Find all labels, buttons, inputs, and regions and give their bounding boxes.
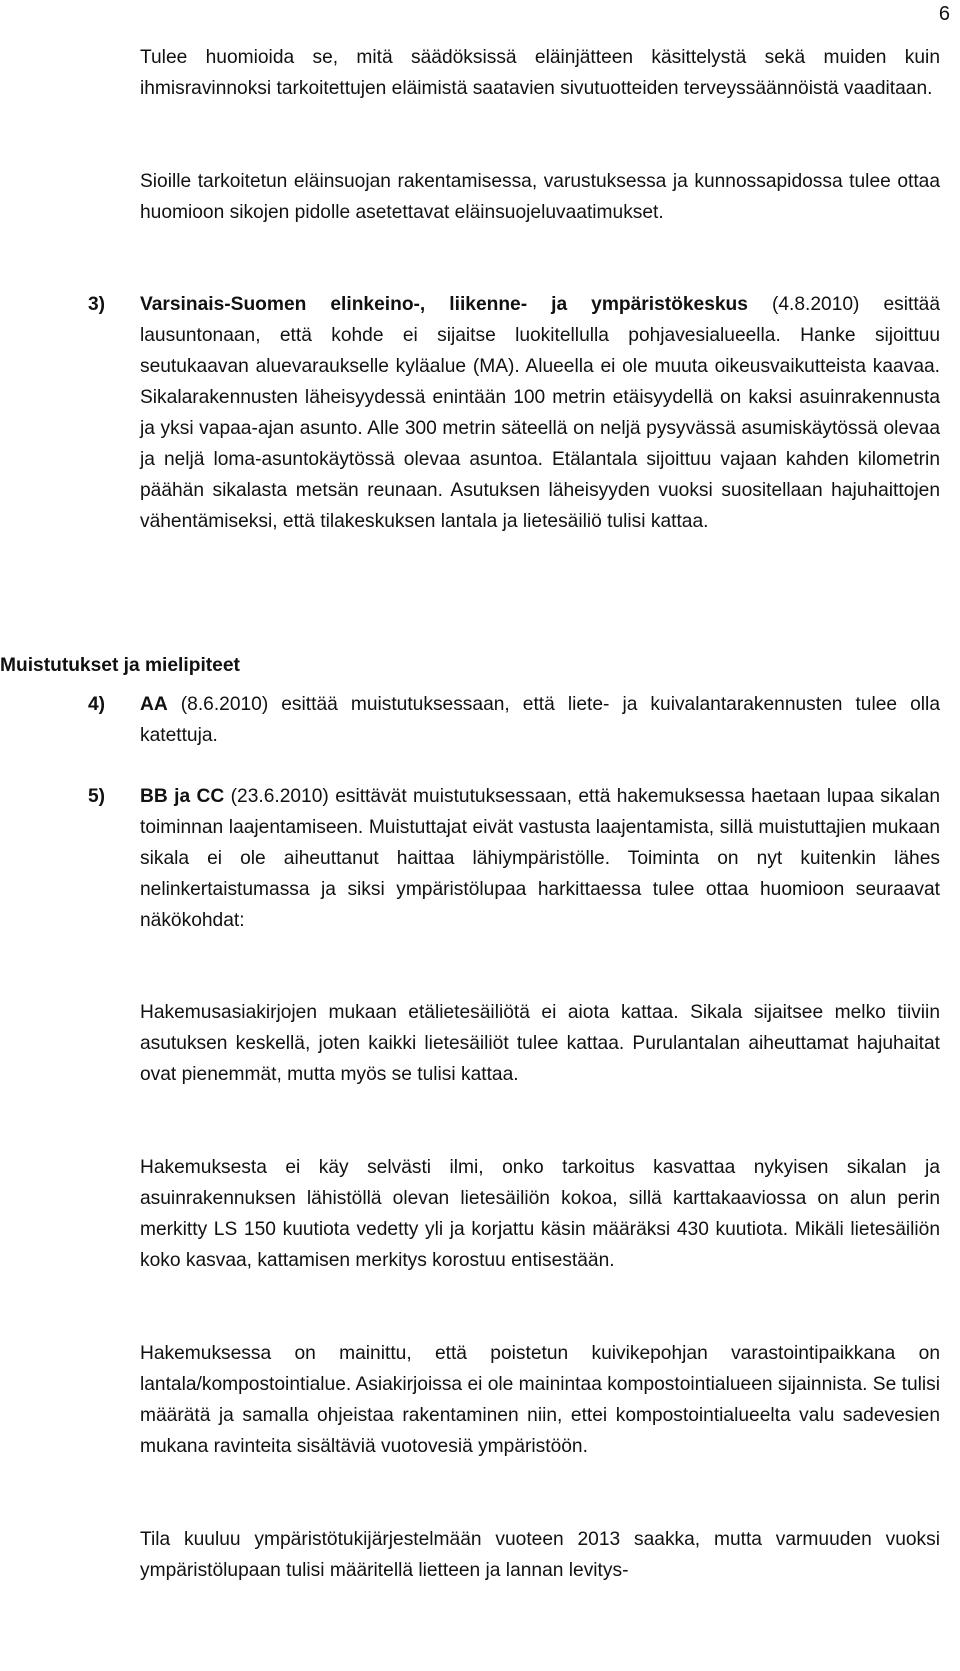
list-item-number: 3): [88, 294, 106, 315]
item5-paragraph-4: Tila kuuluu ympäristötukijärjestelmään vuoteen 2013 saakka, mutta varmuuden vuoksi ympäristölupaan tulisi määritellä lietteen ja lannan levitys-: [140, 1529, 940, 1581]
list-item-body: [140, 689, 940, 751]
item5-paragraph-3: Hakemuksessa on mainittu, että poistetun kuivikepohjan varastointipaikkana on lantala/kompostointialue. Asiakirjoissa ei ole mainintaa kompostointialueen sijainnista. Se tulisi määrätä ja samalla ohjeistaa rakentaminen niin, ettei kompostointialueelta valu sadevesien mukana ravinteita sisältäviä vuotovesiä ympäristöön.: [140, 1343, 940, 1457]
intro-paragraph-2: Sioille tarkoitetun eläinsuojan rakentamisessa, varustuksessa ja kunnossapidossa tulee ottaa huomioon sikojen pidolle asetettavat eläinsuojeluvaatimukset.: [140, 171, 940, 223]
list-item-number: 5): [88, 786, 106, 807]
list-item-body: [140, 289, 940, 537]
list-item-bold-lead: Varsinais-Suomen elinkeino-, liikenne- ja ympäristökeskus: [140, 294, 748, 315]
list-item-5: [88, 781, 940, 967]
list-item-4: [88, 689, 940, 751]
list-item-text: (4.8.2010) esittää lausuntonaan, että kohde ei sijaitse luokitellulla pohjavesialueella. Hanke sijoittuu seutukaavan aluevaraukselle kyläalue (MA). Alueella ei ole muuta oikeusvaikutteista kaavaa. Sikalarakennusten läheisyydessä enintään 100 metrin etäisyydellä on kaksi asuinrakennusta ja yksi vapaa-ajan asunto. Alle 300 metrin säteellä on neljä pysyvässä asumiskäytössä olevaa ja neljä loma-asuntokäytössä olevaa asuntoa. Etälantala sijoittuu vajaan kahden kilometrin päähän sikalasta metsän reunaan. Asutuksen läheisyyden vuoksi suositellaan hajuhaittojen vähentämiseksi, että tilakeskuksen lantala ja lietesäiliö tulisi kattaa.: [140, 294, 940, 532]
list-item-bold-lead: AA: [140, 694, 168, 715]
item5-paragraph-2: Hakemuksesta ei käy selvästi ilmi, onko tarkoitus kasvattaa nykyisen sikalan ja asuinrakennuksen lähistöllä olevan lietesäiliön kokoa, sillä karttakaaviossa on alun perin merkitty LS 150 kuutiota vedetty yli ja korjattu käsin määräksi 430 kuutiota. Mikäli lietesäiliön koko kasvaa, kattamisen merkitys korostuu entisestään.: [140, 1157, 940, 1271]
list-item-bold-lead: BB ja CC: [140, 786, 225, 807]
section-heading: Muistutukset ja mielipiteet: [0, 655, 240, 676]
page-number: 6: [938, 3, 950, 25]
list-item-text: (23.6.2010) esittävät muistutuksessaan, että hakemuksessa haetaan lupaa sikalan toiminnan laajentamiseen. Muistuttajat eivät vastusta laajentamista, sillä muistuttajien mukaan sikala ei ole aiheuttanut haittaa lähiympäristölle. Toiminta on nyt kuitenkin lähes nelinkertaistumassa ja siksi ympäristölupaa harkittaessa tulee ottaa huomioon seuraavat näkökohdat:: [140, 786, 941, 931]
list-item-number: 4): [88, 694, 106, 715]
item5-paragraph-1: Hakemusasiakirjojen mukaan etälietesäiliötä ei aiota kattaa. Sikala sijaitsee melko tiiviin asutuksen keskellä, joten kaikki lietesäiliöt tulee kattaa. Purulantalan aiheuttamat hajuhaitat ovat pienemmät, mutta myös se tulisi kattaa.: [140, 1002, 940, 1085]
intro-paragraph-1: Tulee huomioida se, mitä säädöksissä eläinjätteen käsittelystä sekä muiden kuin ihmisravinnoksi tarkoitettujen eläimistä saatavien sivutuotteiden terveyssäännöistä vaaditaan.: [140, 47, 940, 99]
list-item-3: [88, 289, 940, 599]
list-item-text: (8.6.2010) esittää muistutuksessaan, että liete- ja kuivalantarakennusten tulee olla katettuja.: [140, 694, 940, 746]
list-item-body: [140, 781, 940, 936]
